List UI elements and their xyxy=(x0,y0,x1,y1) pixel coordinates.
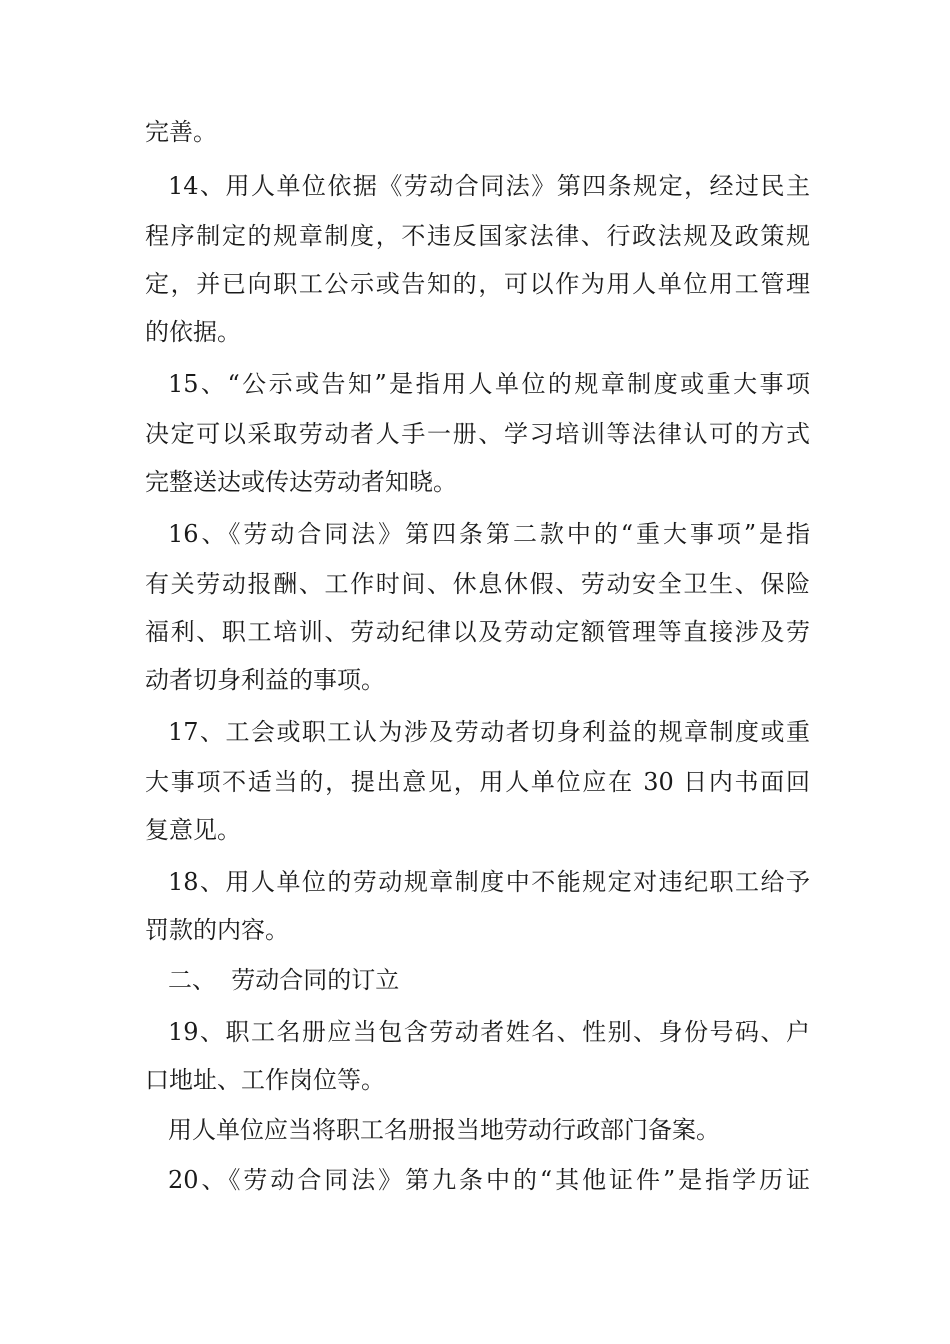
article-19-line-2: 口地址、工作岗位等。 xyxy=(145,1066,385,1094)
registration-note: 用人单位应当将职工名册报当地劳动行政部门备案。 xyxy=(168,1116,720,1144)
article-20-line-1: 20、《劳动合同法》第九条中的“其他证件”是指学历证 xyxy=(168,1166,810,1194)
article-14-line-2: 程序制定的规章制度，不违反国家法律、行政法规及政策规 xyxy=(145,222,810,250)
article-14-line-4: 的依据。 xyxy=(145,318,241,346)
article-17-line-1: 17、工会或职工认为涉及劳动者切身利益的规章制度或重 xyxy=(168,718,810,746)
article-19-line-1: 19、职工名册应当包含劳动者姓名、性别、身份号码、户 xyxy=(168,1018,810,1046)
article-15-line-1: 15、“公示或告知”是指用人单位的规章制度或重大事项 xyxy=(168,370,810,398)
article-14-line-3: 定，并已向职工公示或告知的，可以作为用人单位用工管理 xyxy=(145,270,810,298)
article-18-line-1: 18、用人单位的劳动规章制度中不能规定对违纪职工给予 xyxy=(168,868,810,896)
article-16-line-1: 16、《劳动合同法》第四条第二款中的“重大事项”是指 xyxy=(168,520,810,548)
article-14-line-1: 14、用人单位依据《劳动合同法》第四条规定，经过民主 xyxy=(168,172,810,200)
article-16-line-4: 动者切身利益的事项。 xyxy=(145,666,385,694)
article-17-line-3: 复意见。 xyxy=(145,816,241,844)
text-line: 完善。 xyxy=(145,118,217,146)
article-16-line-2: 有关劳动报酬、工作时间、休息休假、劳动安全卫生、保险 xyxy=(145,570,810,598)
section-heading: 二、 劳动合同的订立 xyxy=(168,966,400,994)
article-15-line-3: 完整送达或传达劳动者知晓。 xyxy=(145,468,457,496)
article-17-line-2: 大事项不适当的，提出意见，用人单位应在 30 日内书面回 xyxy=(145,768,810,796)
article-18-line-2: 罚款的内容。 xyxy=(145,916,289,944)
article-16-line-3: 福利、职工培训、劳动纪律以及劳动定额管理等直接涉及劳 xyxy=(145,618,810,646)
article-15-line-2: 决定可以采取劳动者人手一册、学习培训等法律认可的方式 xyxy=(145,420,810,448)
